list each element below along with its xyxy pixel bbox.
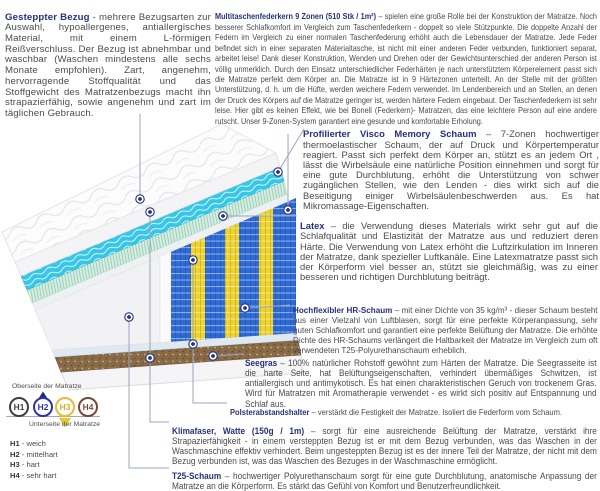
cover-text: mehrere Bezugsarten zur Auswahl, hypoallergenes, antiallergisches Material, mit einem L-förmigen Reißverschluss. Der Bezug ist abnehmbar und waschbar (Waschen mindestens alle sechs Monate empfohlen). Zart, angenehm, hervorragende Stoffqualität und das Stoffgewicht des Matratzenbezugs macht ihn strapazierfähig, sowie angenehm und zart im täglichen Gebrauch. [5,11,212,119]
hardness-badge-h1: H1 [9,397,29,417]
layer-label-hr-schaum: Hochflexibler HR-Schaum – mit einer Dichte von 35 kg/m³ - dieser Schaum besteht aus einer Vielzahl von Luftblasen, sorgt für eine perfekte Körperanpassung, sehr guten Schlafkomfort und garantiert eine perfekte Belüftung der Matratze. Die erhöhte Dichte des HR-Schaums verlängert die Haltbarkeit der Matratze im Vergleich zum oft verwendeten T25-Polyurethanschaum erheblich. [293,304,598,356]
spring-cut-edge [160,252,171,343]
intro-left-paragraph: Gesteppter Bezug - mehrere Bezugsarten zur Auswahl, hypoallergenes, antiallergisches Material, mit einem L-förmigen Reißverschluss. Der Bezug ist abnehmbar und waschbar (Waschen mindestens alle sechs Monate empfohlen). Zart, angenehm, hervorragende Stoffqualität und das Stoffgewicht des Matratzenbezugs macht ihn strapazierfähig, sowie angenehm und zart im täglichen Gebrauch. [5,11,212,119]
springs-title: Multitaschenfederkern 9 Zonen (510 Stk / 1m²) [215,11,377,22]
layer-label-seegras: Seegras – 100% natürlicher Rohstoff gewöhnt zum Härten der Matratze. Die Seegrasseite ist die harte Seite, hat Belüftungseigenschaften, verhindert übermäßiges Schwitzen, ist antiallergisch und antimykotisch. Es hat einen charakteristischen Geruch von trockenem Gras. Wird für Matratzen mit Aromatherapie verwendet - es wirkt sich positiv auf Entspannung und Schlaf aus. [245,357,597,409]
top-side-label: Oberseite der Matratze [12,383,82,390]
cover-title: Gesteppter Bezug [5,11,90,23]
hardness-legend-item: H3 - hart [10,460,40,469]
hardness-legend-item: H2 - mittelhart [10,450,58,459]
hardness-legend-item: H4 - sehr hart [10,471,57,480]
mattress-layers [2,124,303,390]
layer-label-latex: Latex – die Verwendung dieses Materials wirkt sehr gut auf die Schlafqualität und Elastizität der Matratze aus und reduziert deren Härte. Die Verwendung von Latex erhöht die Luftzirkulation im Inneren der Matratze, dank spezieller Luftkanäle. Eine Latexmatratze passt sich der Körperform viel besser an, stützt sie gleichmäßig, was zu einer besseren und richtigen Durchblutung beiträgt. [300,220,598,282]
layer-label-t25-schaum: T25-Schaum – hochwertiger Polyurethanschaum sorgt für eine gute Durchblutung, anatomische Anpassung der Matratze an die Körperform. Es stärkt das Gefühl von Komfort und Benutzerfreundlichkeit. [172,470,597,491]
hardness-legend-item: H1 - weich [10,439,46,448]
springs-text: spielen eine große Rolle bei der Konstruktion der Matratze. Noch besserer Schlafkomfort im Vergleich zum Taschenfederkern - doppelt so viele Stützpunkte. Die doppelte Anzahl der Federn im Vergleich zu einer normalen Taschenfederung erhöht auch die Lebensdauer der Matratze. Jede Feder befindet sich in einer separaten Materialtasche, ist nicht mit einer anderen Feder verbunden, funktioniert separat, arbeitet leise! Dank dieser Konstruktion, Wenden und Drehen oder der Gewichtsunterschied der anderen Person ist völlig unmerklich. Durch den Einsatz unterschiedlicher Federhärten je nach unterstütztem Körperelement passt sich die Matratze perfekt dem Körper an. Die Matratze ist in 9 Härtezonen unterteilt. An der Stelle mit der größten Unterstützung, d. h. um die Hüfte, werden weichere Federn verwendet. Im Lendenbereich und an Stellen, an denen der Druck des Körpers auf die Matratze geringer ist, werden härtere Federn eingebaut. Der Taschenfederkern ist sehr leise. Hier gibt es keinen Effekt, wie bei Bonell (Federkern)- Matratzen, das eine leichtere Person auf eine andere rutscht. Unser 9-Zonen-System garantiert eine gesunde und komfortable Erholung. [215,11,597,126]
hardness-badge-h3: H3 [55,397,75,417]
layer-label-klimafaser: Klimafaser, Watte (150g / 1m) – sorgt für eine ausreichende Belüftung der Matratze, verstärkt ihre Strapazierfähigkeit - in einem versteppten Bezug ist er mit dem Bezug verbunden, was das Waschen in der Waschmaschine effektiv verhindert. Beim ungesteppten Bezug ist es der innere Teil der Matratze, der nicht mit dem Bezug verbunden ist, was das Waschen des Bezuges in der Waschmaschine ermöglicht. [172,425,597,467]
intro-right-paragraph: Multitaschenfederkern 9 Zonen (510 Stk / 1m²) – spielen eine große Rolle bei der Konstruktion der Matratze. Noch besserer Schlafkomfort im Vergleich zum Taschenfederkern - doppelt so viele Stützpunkte. Die doppelte Anzahl der Federn im Vergleich zu einer normalen Taschenfederung erhöht auch die Lebensdauer der Matratze. Jede Feder befindet sich in einer separaten Materialtasche, ist nicht mit einer anderen Feder verbunden, funktioniert separat, arbeitet leise! Dank dieser Konstruktion, Wenden und Drehen oder der Gewichtsunterschied der anderen Person ist völlig unmerklich. Durch den Einsatz unterschiedlicher Federhärten je nach unterstütztem Körperelement passt sich die Matratze perfekt dem Körper an. Die Matratze ist in 9 Härtezonen unterteilt. An der Stelle mit der größten Unterstützung, d. h. um die Hüfte, werden weichere Federn verwendet. Im Lendenbereich und an Stellen, an denen der Druck des Körpers auf die Matratze geringer ist, werden härtere Federn eingebaut. Der Taschenfederkern ist sehr leise. Hier gibt es keinen Effekt, wie bei Bonell (Federkern)- Matratzen, das eine leichtere Person auf eine andere rutscht. Unser 9-Zonen-System garantiert eine gesunde und komfortable Erholung. [215,11,597,126]
layer-label-visco: Profilierter Visco Memory Schaum – 7-Zonen hochwertiger thermoelastischer Schaum, der auf Druck und Körpertemperatur reagiert. Passt sich perfekt dem Körper an, stützt es an jedem Ort , lässt die Wirbelsäule eine natürliche Position einnehmen und sorgt für eine gute Durchblutung, erhöht die Unterstützung von schwer zugänglichen Stellen, wie den Lenden - dies wirkt sich auf die Beseitigung einiger Wirbelsäulenbeschwerden aus. Es hat Mikromassage-Eigenschaften. [303,128,599,211]
hardness-badge-h2: H2 [33,397,53,417]
bottom-side-label: Unterseite der Matratze [29,421,101,428]
layer-label-polsterabstandshalter: Polsterabstandshalter – verstärkt die Festigkeit der Matratze. Isoliert die Federform vom Schaum. [230,406,563,417]
hardness-badge-h4: H4 [78,397,98,417]
